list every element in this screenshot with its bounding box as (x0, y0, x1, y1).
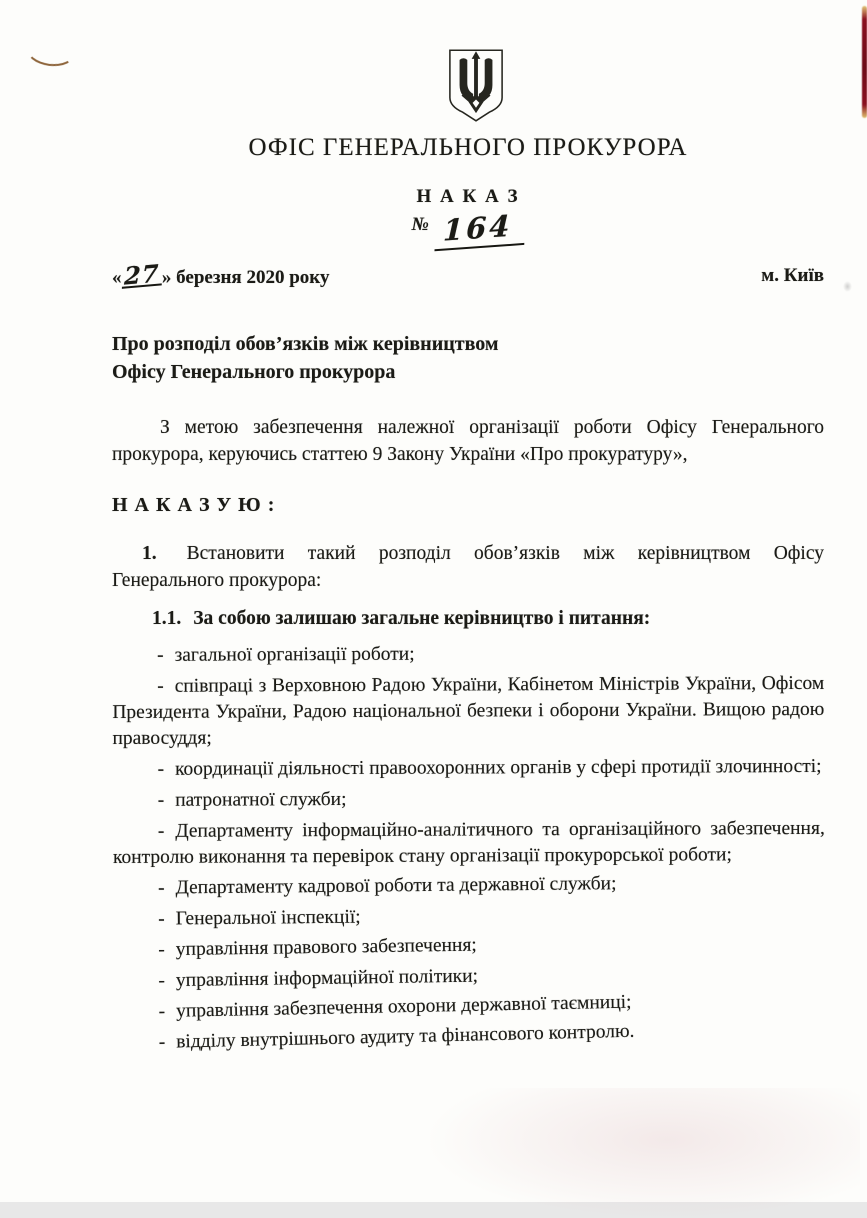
duty-text: управління інформаційної політики; (175, 965, 479, 992)
subject-line-1: Про розподіл обов’язків між керівництвом (112, 333, 499, 355)
preamble-paragraph: З метою забезпечення належної організації роботи Офісу Генерального прокурора, керуючись статтею 9 Закону України «Про прокуратуру», (112, 417, 824, 465)
duty-text: загальної організації роботи; (174, 643, 415, 666)
date-day-handwritten: 27 (121, 263, 162, 289)
scan-edge-strip-artifact (862, 6, 867, 118)
list-dash: - (157, 758, 165, 780)
date-rest: » березня 2020 року (161, 267, 330, 288)
duty-list-item (113, 927, 825, 964)
list-dash: - (158, 970, 166, 992)
doc-number-handwritten: 164 (434, 208, 525, 251)
ukraine-trident-emblem (447, 46, 505, 126)
duty-list-item (113, 785, 825, 814)
subject-line-2: Офісу Генерального прокурора (112, 361, 396, 383)
date-line (112, 258, 330, 291)
date-city-row (112, 258, 824, 291)
duty-text: патронатної служби; (175, 788, 347, 811)
duty-list-item (112, 754, 824, 783)
list-dash: - (157, 877, 165, 899)
duty-text: Департаменту кадрової роботи та державної служби; (175, 873, 617, 899)
list-dash: - (158, 908, 165, 930)
list-dash: - (158, 1031, 166, 1053)
list-dash: - (157, 820, 165, 842)
duty-text: координації діяльності правоохоронних органів у сфері протидії злочинності; (175, 755, 822, 780)
list-dash: - (158, 1000, 166, 1023)
duty-text: відділу внутрішнього аудиту та фінансового контролю. (175, 1020, 635, 1053)
pen-mark-artifact (24, 31, 78, 69)
duty-list-item (112, 640, 824, 669)
duty-text: управління забезпечення охорони державної таємниці; (175, 991, 632, 1022)
doc-number-line (112, 208, 824, 248)
clause-1 (112, 540, 824, 594)
open-quote: « (112, 267, 122, 288)
list-dash: - (157, 675, 164, 697)
order-keyword: Н А К А З У Ю : (112, 494, 276, 516)
clause-1-1 (112, 608, 824, 630)
duty-list-item (112, 671, 824, 752)
clause-1-text: Встановити такий розподіл обов’язків між керівництвом Офісу Генерального прокурора: (112, 543, 824, 591)
scan-speck-artifact (843, 281, 852, 292)
list-dash: - (157, 789, 165, 811)
list-dash: - (157, 644, 164, 666)
org-name: ОФІС ГЕНЕРАЛЬНОГО ПРОКУРОРА (248, 134, 688, 161)
duty-text: управління правового забезпечення; (175, 934, 477, 961)
list-dash: - (158, 939, 165, 961)
duty-text: співпраці з Верховною Радою України, Кабінетом Міністрів України, Офісом Президента України, Радою національної безпеки і оборони України. Вищою радою правосуддя; (112, 672, 825, 749)
doc-type-title: Н А К А З (416, 186, 520, 207)
number-sign: № (411, 214, 429, 235)
duty-list-item (113, 869, 825, 902)
subject-heading (112, 330, 824, 386)
duty-text: Департаменту інформаційно-аналітичного та організаційного забезпечення, контролю виконання та перевірок стану організації прокурорської роботи; (112, 817, 825, 868)
duty-text: Генеральної інспекції; (175, 906, 361, 930)
stamp-bleedthrough-artifact (430, 1088, 860, 1218)
city-label: м. Київ (761, 265, 824, 286)
clause-1-1-number: 1.1. (152, 608, 182, 629)
duties-list (112, 640, 826, 1062)
clause-1-number: 1. (142, 543, 157, 564)
clause-1-1-text: За собою залишаю загальне керівництво і питання: (193, 608, 651, 629)
duty-list-item (113, 816, 825, 871)
